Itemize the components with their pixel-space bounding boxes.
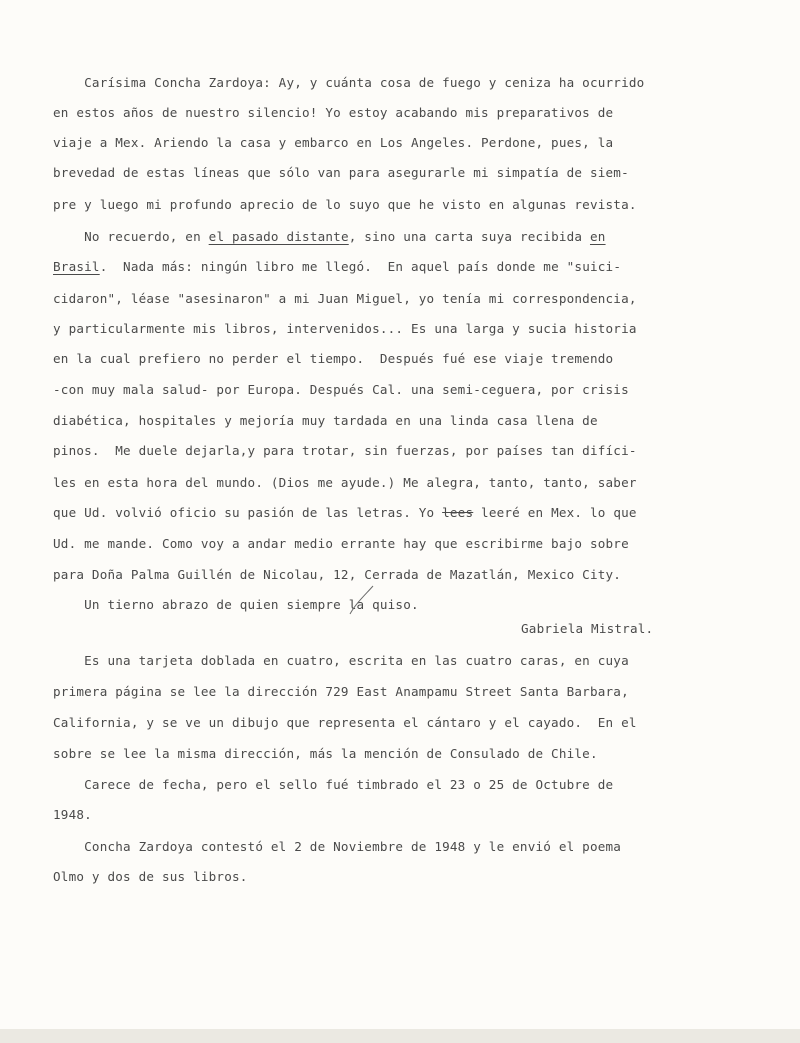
note-line: 1948. [53, 807, 92, 822]
letter-line: -con muy mala salud- por Europa. Después Cal. una semi-ceguera, por crisis [53, 382, 629, 397]
letter-line: en la cual prefiero no perder el tiempo. Después fué ese viaje tremendo [53, 351, 614, 366]
underlined-word: Brasil [53, 259, 100, 274]
note-line: sobre se lee la misma dirección, más la mención de Consulado de Chile. [53, 746, 598, 761]
letter-line: les en esta hora del mundo. (Dios me ayude.) Me alegra, tanto, tanto, saber [53, 475, 637, 490]
letter-line: Brasil. Nada más: ningún libro me llegó. En aquel país donde me "suici- [53, 259, 622, 274]
note-line: Concha Zardoya contestó el 2 de Noviembre de 1948 y le envió el poema [53, 839, 622, 854]
letter-line: Ud. me mande. Como voy a andar medio errante hay que escribirme bajo sobre [53, 536, 629, 551]
letter-line: No recuerdo, en el pasado distante, sino una carta suya recibida en [53, 229, 606, 244]
note-line: California, y se ve un dibujo que representa el cántaro y el cayado. En el [53, 715, 637, 730]
note-line: primera página se lee la dirección 729 East Anampamu Street Santa Barbara, [53, 684, 629, 699]
letter-line: en estos años de nuestro silencio! Yo estoy acabando mis preparativos de [53, 105, 614, 120]
underlined-word: en [589, 229, 606, 244]
letter-line: que Ud. volvió oficio su pasión de las letras. Yo lees leeré en Mex. lo que [53, 505, 637, 520]
letter-line: y particularmente mis libros, intervenidos... Es una larga y sucia historia [53, 321, 637, 336]
letter-line: pre y luego mi profundo aprecio de lo suyo que he visto en algunas revista. [53, 197, 637, 212]
letter-line: diabética, hospitales y mejoría muy tardada en una linda casa llena de [53, 413, 598, 428]
closing-line: Un tierno abrazo de quien siempre la quiso. [53, 597, 419, 612]
letter-line: Carísima Concha Zardoya: Ay, y cuánta cosa de fuego y ceniza ha ocurrido [53, 75, 645, 90]
struck-word: lees [442, 505, 474, 520]
underlined-phrase: el pasado distante [208, 229, 349, 244]
letter-line: para Doña Palma Guillén de Nicolau, 12, Cerrada de Mazatlán, Mexico City. [53, 567, 622, 582]
note-line: Carece de fecha, pero el sello fué timbrado el 23 o 25 de Octubre de [53, 777, 614, 792]
letter-line: pinos. Me duele dejarla,y para trotar, sin fuerzas, por países tan difíci- [53, 443, 637, 458]
page-bottom-edge [0, 1029, 800, 1043]
signature: Gabriela Mistral. [521, 621, 654, 636]
letter-line: viaje a Mex. Ariendo la casa y embarco en Los Angeles. Perdone, pues, la [53, 135, 614, 150]
note-line: Es una tarjeta doblada en cuatro, escrita en las cuatro caras, en cuya [53, 653, 629, 668]
letter-line: brevedad de estas líneas que sólo van para asegurarle mi simpatía de siem- [53, 165, 629, 180]
letter-line: cidaron", léase "asesinaron" a mi Juan Miguel, yo tenía mi correspondencia, [53, 291, 637, 306]
note-line: Olmo y dos de sus libros. [53, 869, 248, 884]
